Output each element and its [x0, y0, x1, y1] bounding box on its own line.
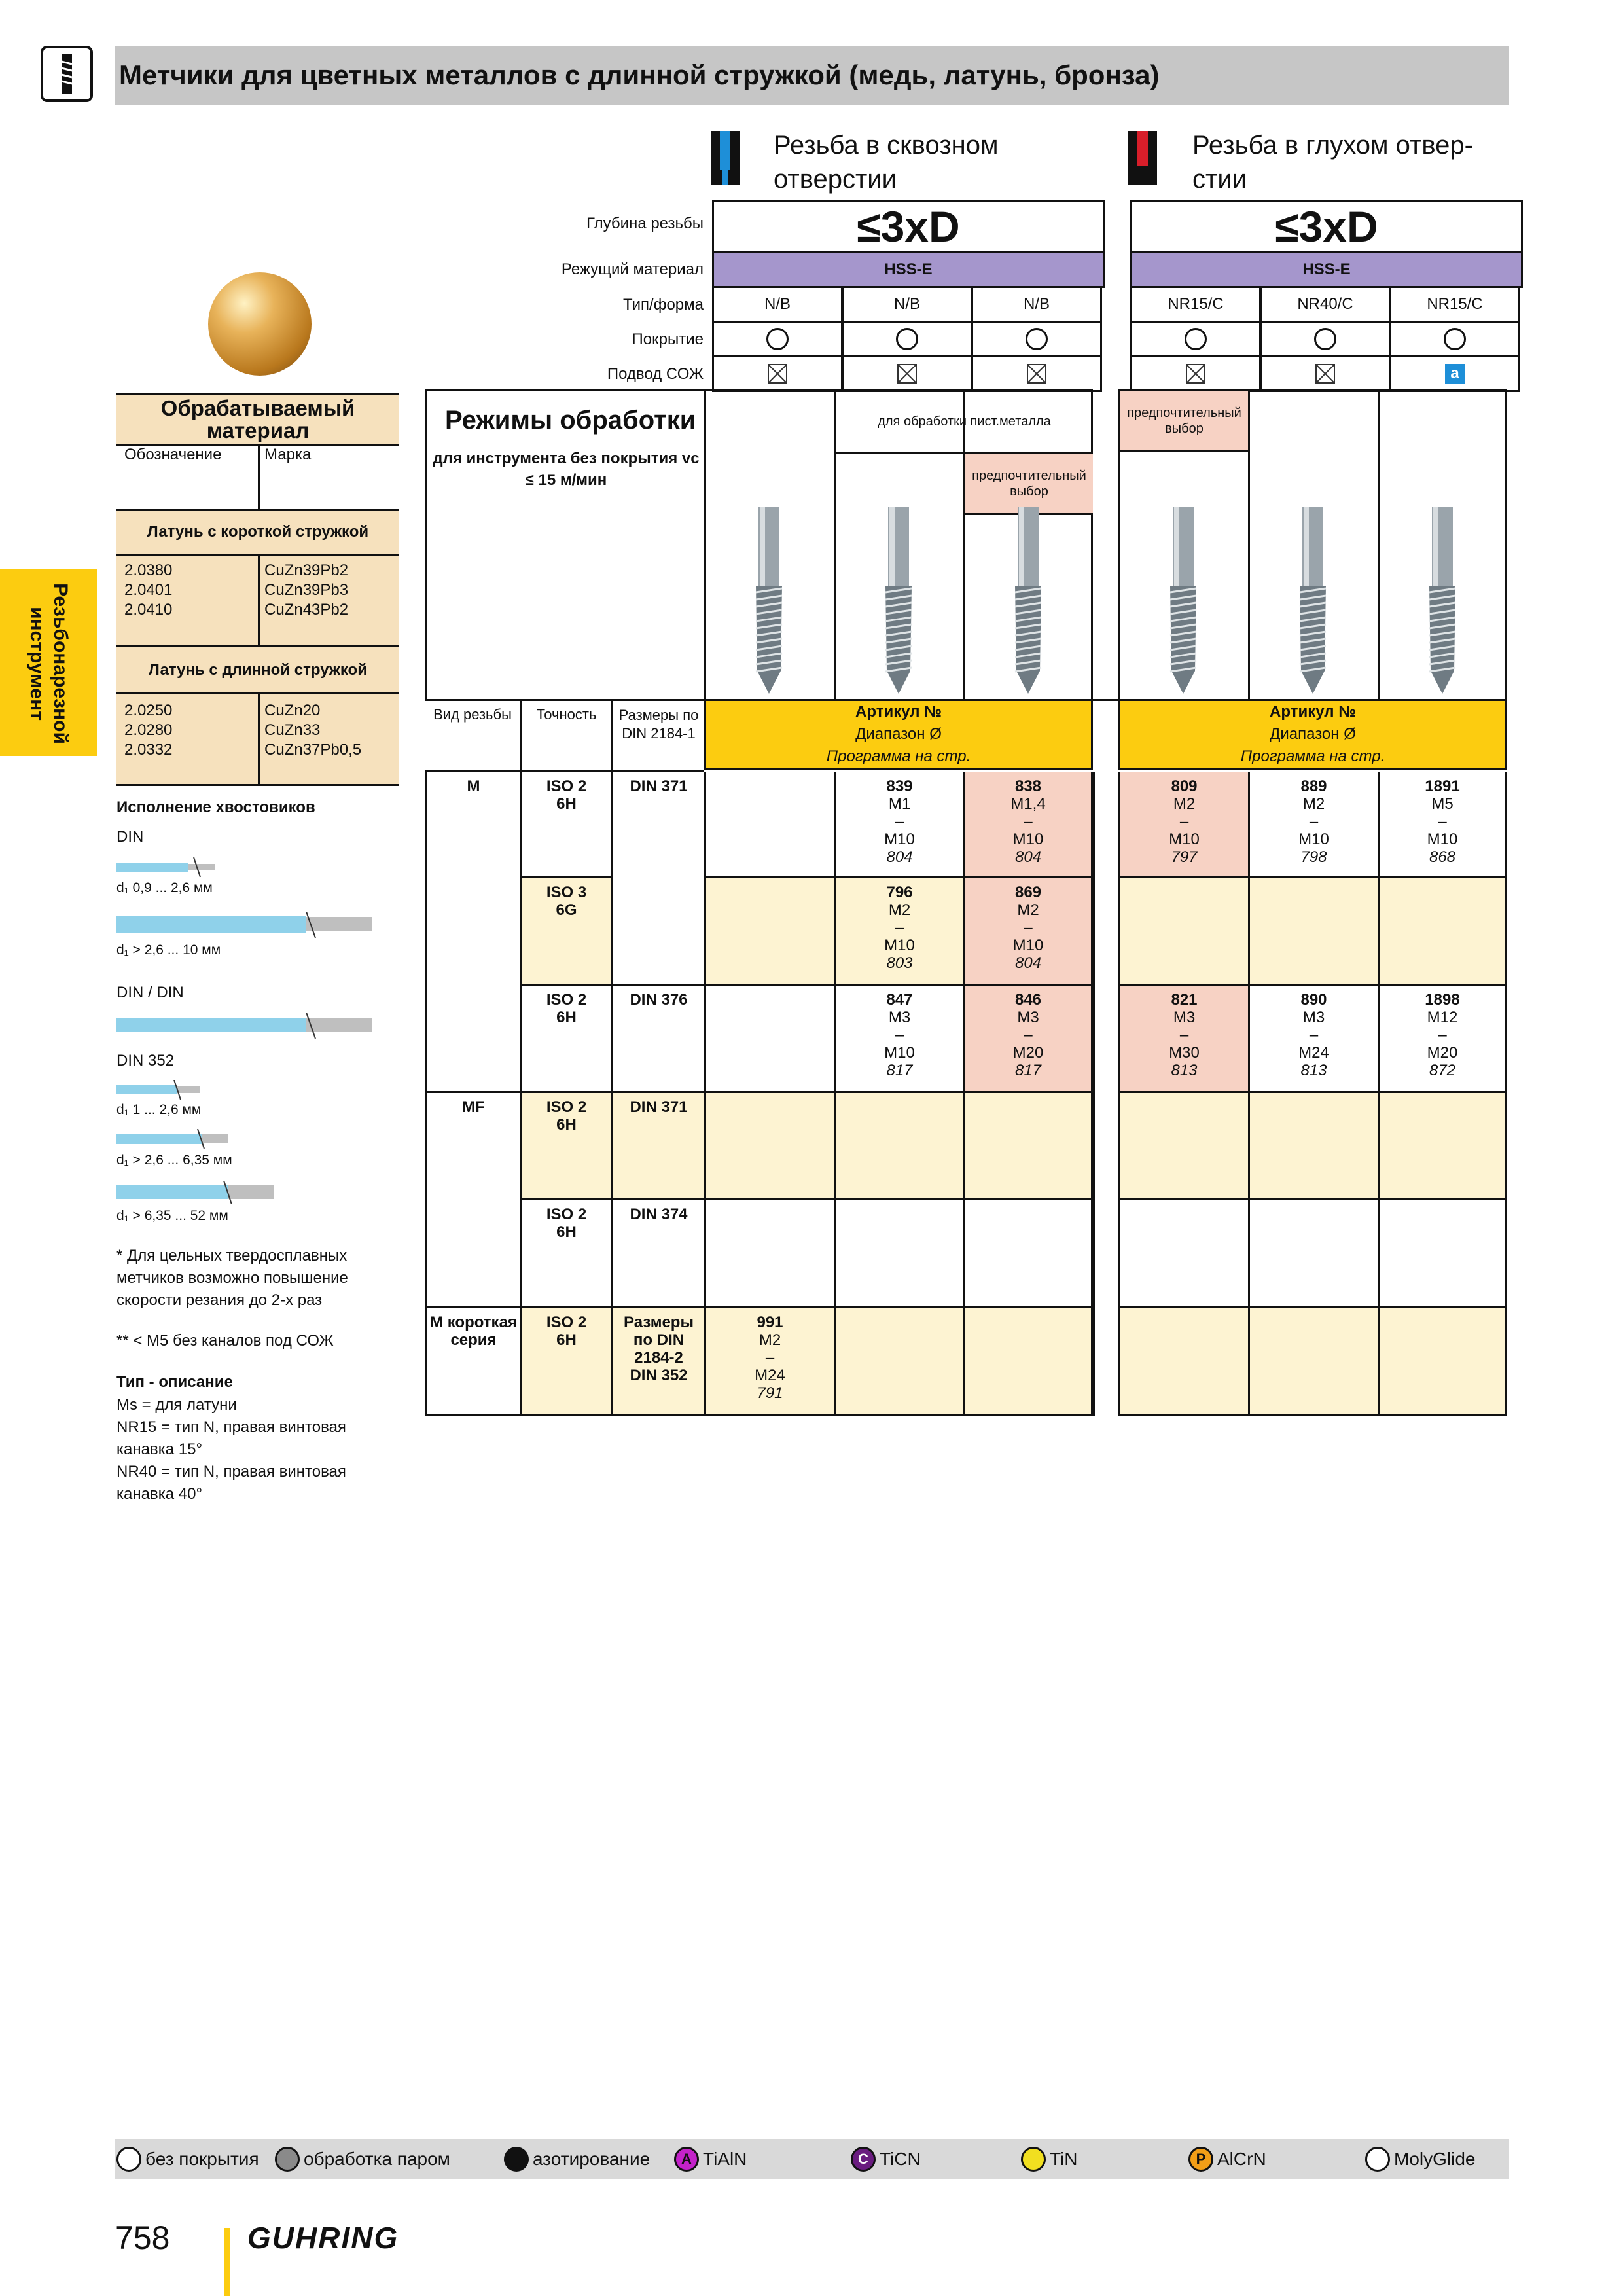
range-max: M10	[1298, 831, 1329, 848]
article-number: 889	[1300, 778, 1327, 795]
program-page: 872	[1429, 1062, 1456, 1079]
program-label: Программа на стр.	[1240, 747, 1385, 765]
shank-352-large-icon	[116, 1181, 300, 1204]
legend-ticn: C TiCN	[851, 2144, 921, 2175]
type-form-cell: NR15/C	[1389, 288, 1520, 323]
code: 2.0332	[124, 741, 173, 759]
range-dash: –	[765, 1349, 775, 1367]
preferred-choice-badge: предпочтительный выбор	[1120, 391, 1248, 452]
range-max: M10	[1169, 831, 1200, 848]
range-dash: –	[895, 919, 904, 937]
article-cell	[963, 772, 1093, 878]
uncoated-icon	[896, 328, 918, 350]
article-cell	[1378, 878, 1507, 986]
coolant-cell	[1130, 357, 1261, 392]
axial-coolant-icon: a	[1445, 364, 1465, 384]
range-max: M20	[1427, 1044, 1458, 1062]
coating-cell	[971, 323, 1102, 357]
program-page: 803	[886, 954, 913, 972]
label-material: Режущий материал	[561, 260, 704, 278]
brand-logo: GUHRING	[247, 2221, 399, 2255]
divider	[1505, 772, 1507, 1416]
article-number: 846	[1014, 991, 1042, 1009]
article-number: 1891	[1425, 778, 1460, 795]
range-dash: –	[1309, 1026, 1319, 1044]
article-label: Артикул №	[1270, 703, 1356, 721]
accuracy-cell: ISO 2 6H	[520, 1093, 611, 1200]
range-label: Диапазон Ø	[1270, 725, 1356, 743]
article-cell	[834, 986, 963, 1093]
range-dash: –	[895, 813, 904, 831]
article-cell	[963, 1308, 1093, 1416]
article-cell	[1118, 986, 1248, 1093]
code: 2.0410	[124, 601, 173, 619]
article-cell	[1378, 986, 1507, 1093]
grade: CuZn37Pb0,5	[264, 741, 362, 759]
shanks-heading: Исполнение хвостовиков	[116, 798, 315, 816]
side-tab	[0, 569, 97, 756]
article-cell	[1118, 772, 1248, 878]
group-long-chip: Латунь с длинной стружкой	[116, 647, 399, 694]
coolant-cell	[1389, 357, 1520, 392]
type-form-cell: N/B	[712, 288, 843, 323]
coating-cell	[1260, 323, 1391, 357]
depth-through: ≤3xD	[712, 200, 1105, 253]
range-max: M30	[1169, 1044, 1200, 1062]
range-max: M10	[884, 831, 915, 848]
range-min: M1,4	[1010, 795, 1046, 813]
ticn-icon: C	[851, 2147, 876, 2172]
sizes-cell	[611, 878, 704, 986]
program-page: 804	[1014, 954, 1042, 972]
blind-hole-icon	[1128, 131, 1157, 185]
uncoated-icon	[1026, 328, 1048, 350]
range-max: M10	[884, 937, 915, 954]
grade: CuZn39Pb3	[264, 581, 349, 599]
material-heading: Обрабатываемый материал	[116, 393, 399, 444]
article-cell	[1248, 1093, 1378, 1200]
shank-d1: d₁ 0,9 ... 2,6 мм	[116, 880, 213, 895]
range-max: M20	[1012, 1044, 1044, 1062]
article-header-through	[704, 701, 1093, 770]
legend-alcrn: P AlCrN	[1188, 2144, 1266, 2175]
tap-image	[1416, 507, 1469, 697]
article-cell	[1118, 1308, 1248, 1416]
section-through: Резьба в сквозном отверстии	[774, 131, 999, 194]
article-cell	[1118, 1200, 1248, 1308]
range-dash: –	[1179, 813, 1189, 831]
coolant-cell	[842, 357, 972, 392]
range-max: M10	[884, 1044, 915, 1062]
range-max: M24	[755, 1367, 785, 1384]
uncoated-icon	[766, 328, 789, 350]
article-cell	[1378, 1093, 1507, 1200]
article-number: 890	[1300, 991, 1327, 1009]
range-min: M2	[1173, 795, 1196, 813]
sizes-cell: Размеры по DIN 2184-2 DIN 352	[611, 1308, 704, 1416]
accuracy-cell: ISO 2 6H	[520, 772, 611, 878]
shank-din-small-icon	[116, 857, 260, 877]
article-cell	[1248, 878, 1378, 986]
range-dash: –	[1438, 1026, 1447, 1044]
article-number: 847	[886, 991, 913, 1009]
type-description-list: Ms = для латуни NR15 = тип N, правая винтовая канавка 15° NR40 = тип N, правая винтовая канавка 40°	[116, 1396, 346, 1503]
preferred-choice-badge: предпочтительный выбор	[965, 454, 1093, 515]
article-cell	[1248, 772, 1378, 878]
article-cell	[963, 1093, 1093, 1200]
article-cell	[704, 986, 834, 1093]
article-cell	[963, 1200, 1093, 1308]
shank-d3: d₁ 1 ... 2,6 мм	[116, 1102, 202, 1117]
range-dash: –	[1024, 813, 1033, 831]
thread-type-cell: M	[425, 772, 520, 1093]
divider	[611, 984, 704, 986]
material-blind: HSS-E	[1130, 253, 1523, 288]
thread-type-cell: M короткая серия	[425, 1308, 520, 1416]
group-short-chip-body	[116, 556, 399, 647]
type-form-cell: NR40/C	[1260, 288, 1391, 323]
legend-uncoated: без покрытия	[116, 2144, 259, 2175]
grade: CuZn20	[264, 702, 321, 719]
coolant-cell	[1260, 357, 1391, 392]
depth-blind: ≤3xD	[1130, 200, 1523, 253]
label-coolant: Подвод СОЖ	[607, 365, 704, 383]
tap-image	[1157, 507, 1209, 697]
uncoated-icon	[1444, 328, 1466, 350]
article-cell	[1378, 1308, 1507, 1416]
article-cell	[1118, 1093, 1248, 1200]
article-number: 869	[1014, 884, 1042, 901]
article-cell	[1248, 986, 1378, 1093]
article-cell	[1118, 878, 1248, 986]
tap-image	[1002, 507, 1054, 697]
accuracy-cell: ISO 3 6G	[520, 878, 611, 986]
article-cell	[704, 1093, 834, 1200]
range-max: M10	[1427, 831, 1458, 848]
section-blind: Резьба в глухом отвер-стии	[1192, 131, 1473, 194]
range-max: M10	[1012, 937, 1044, 954]
article-cell	[834, 1200, 963, 1308]
shank-din-large-icon	[116, 912, 378, 938]
no-coolant-icon	[1027, 364, 1046, 384]
article-number: 838	[1014, 778, 1042, 795]
article-cell	[963, 878, 1093, 986]
no-coolant-icon	[897, 364, 917, 384]
range-min: M2	[1302, 795, 1325, 813]
range-min: M1	[888, 795, 911, 813]
through-hole-icon	[711, 131, 740, 185]
no-coolant-icon	[768, 364, 787, 384]
footer-divider	[224, 2228, 230, 2296]
article-cell	[834, 1093, 963, 1200]
group-long-chip-body	[116, 694, 399, 786]
label-depth: Глубина резьбы	[586, 215, 704, 232]
tap-image	[1287, 507, 1339, 697]
type-form-cell: N/B	[842, 288, 972, 323]
alcrn-icon: P	[1188, 2147, 1213, 2172]
article-header-blind	[1118, 701, 1507, 770]
shank-dindin-icon	[116, 1013, 378, 1039]
article-cell	[704, 1200, 834, 1308]
legend-nitride: азотирование	[504, 2144, 650, 2175]
accuracy-cell: ISO 2 6H	[520, 1308, 611, 1416]
tap-icon	[41, 46, 93, 102]
group-short-chip: Латунь с короткой стружкой	[116, 509, 399, 556]
coolant-cell	[712, 357, 843, 392]
sizes-cell: DIN 371	[611, 772, 704, 878]
note-coolant: ** < M5 без каналов под СОЖ	[116, 1332, 334, 1350]
tap-image	[872, 507, 925, 697]
tap-image	[743, 507, 795, 697]
article-number: 821	[1171, 991, 1198, 1009]
article-cell	[963, 986, 1093, 1093]
note-carbide: * Для цельных твердосплавных метчиков возможно повышение скорости резания до 2-х раз	[116, 1247, 348, 1309]
range-dash: –	[895, 1026, 904, 1044]
material-col-grade: Марка	[264, 446, 312, 463]
article-number: 839	[886, 778, 913, 795]
header-accuracy: Точность	[520, 701, 611, 770]
page-title: Метчики для цветных металлов с длинной стружкой (медь, латунь, бронза)	[115, 46, 1509, 105]
range-dash: –	[1179, 1026, 1189, 1044]
program-page: 813	[1171, 1062, 1198, 1079]
no-coolant-icon	[1186, 364, 1205, 384]
range-min: M3	[1173, 1009, 1196, 1026]
page-number: 758	[115, 2219, 170, 2256]
code: 2.0401	[124, 581, 173, 599]
thread-type-cell: MF	[425, 1093, 520, 1308]
uncoated-icon	[1314, 328, 1336, 350]
uncoated-icon	[1185, 328, 1207, 350]
article-cell	[834, 772, 963, 878]
program-page: 813	[1300, 1062, 1327, 1079]
article-number: 796	[886, 884, 913, 901]
type-form-cell: N/B	[971, 288, 1102, 323]
range-min: M2	[758, 1331, 781, 1349]
steam-icon	[275, 2147, 300, 2172]
molyglide-icon	[1365, 2147, 1390, 2172]
article-cell	[834, 878, 963, 986]
modes-subtitle: для инструмента без покрытия vc ≤ 15 м/мин	[433, 450, 700, 489]
article-label: Артикул №	[855, 703, 942, 721]
article-cell	[1248, 1308, 1378, 1416]
divider	[1378, 389, 1380, 700]
nitride-icon	[504, 2147, 529, 2172]
material-through: HSS-E	[712, 253, 1105, 288]
type-description-heading: Тип - описание	[116, 1373, 233, 1391]
legend-steam: обработка паром	[275, 2144, 450, 2175]
range-min: M2	[888, 901, 911, 919]
accuracy-cell: ISO 2 6H	[520, 986, 611, 1093]
article-number: 1898	[1425, 991, 1460, 1009]
article-cell	[704, 772, 834, 878]
article-cell	[1378, 1200, 1507, 1308]
shank-d2: d₁ > 2,6 ... 10 мм	[116, 942, 221, 958]
shank-din: DIN	[116, 828, 144, 846]
type-form-cell: NR15/C	[1130, 288, 1261, 323]
code: 2.0250	[124, 702, 173, 719]
range-min: M3	[1302, 1009, 1325, 1026]
range-max: M10	[1012, 831, 1044, 848]
accuracy-cell: ISO 2 6H	[520, 1200, 611, 1308]
program-page: 791	[757, 1384, 783, 1402]
brass-sphere-image	[208, 272, 312, 376]
range-min: M2	[1017, 901, 1039, 919]
uncoated-icon	[116, 2147, 141, 2172]
article-number: 991	[757, 1314, 783, 1331]
header-thread-type: Вид резьбы	[433, 706, 512, 723]
range-dash: –	[1438, 813, 1447, 831]
label-coating: Покрытие	[632, 331, 704, 348]
modes-box	[425, 389, 712, 700]
program-page: 868	[1429, 848, 1456, 866]
modes-title: Режимы обработки	[445, 406, 696, 435]
program-page: 817	[1014, 1062, 1042, 1079]
article-cell	[834, 1308, 963, 1416]
material-col-code: Обозначение	[124, 446, 222, 463]
sizes-cell: DIN 376	[611, 986, 704, 1093]
program-page: 797	[1171, 848, 1198, 866]
article-cell	[704, 878, 834, 986]
range-dash: –	[1309, 813, 1319, 831]
side-tab-line2: инструмент	[26, 606, 48, 721]
article-cell	[1378, 772, 1507, 878]
tin-icon	[1021, 2147, 1046, 2172]
legend-tialn: A TiAlN	[674, 2144, 747, 2175]
side-tab-line1: Резьбонарезной	[50, 583, 71, 744]
range-min: M12	[1427, 1009, 1458, 1026]
shank-d4: d₁ > 2,6 ... 6,35 мм	[116, 1153, 232, 1168]
sizes-cell: DIN 371	[611, 1093, 704, 1200]
divider	[1248, 389, 1250, 700]
code: 2.0380	[124, 562, 173, 579]
range-dash: –	[1024, 919, 1033, 937]
range-label: Диапазон Ø	[855, 725, 942, 743]
legend-tin: TiN	[1021, 2144, 1078, 2175]
shank-352-small-icon	[116, 1080, 247, 1100]
coating-cell	[1130, 323, 1261, 357]
program-page: 804	[886, 848, 913, 866]
coolant-cell	[971, 357, 1102, 392]
coating-cell	[842, 323, 972, 357]
range-max: M24	[1298, 1044, 1329, 1062]
shank-352-mid-icon	[116, 1129, 260, 1149]
range-min: M5	[1431, 795, 1454, 813]
shank-din352: DIN 352	[116, 1052, 175, 1069]
no-coolant-icon	[1315, 364, 1335, 384]
article-number: 809	[1171, 778, 1198, 795]
legend-molyglide: MolyGlide	[1365, 2144, 1475, 2175]
coating-cell	[712, 323, 843, 357]
shank-d5: d₁ > 6,35 ... 52 мм	[116, 1208, 228, 1223]
program-page: 798	[1300, 848, 1327, 866]
coating-cell	[1389, 323, 1520, 357]
grade: CuZn39Pb2	[264, 562, 349, 579]
grade: CuZn33	[264, 721, 321, 739]
code: 2.0280	[124, 721, 173, 739]
shank-dindin: DIN / DIN	[116, 984, 184, 1001]
article-cell	[1248, 1200, 1378, 1308]
sizes-cell: DIN 374	[611, 1200, 704, 1308]
divider	[1093, 772, 1095, 1416]
sheet-metal-note: для обработки пист.металла	[878, 414, 1051, 429]
header-sizes: Размеры по DIN 2184-1	[611, 701, 704, 770]
program-page: 817	[886, 1062, 913, 1079]
program-label: Программа на стр.	[826, 747, 971, 765]
range-min: M3	[888, 1009, 911, 1026]
range-min: M3	[1017, 1009, 1039, 1026]
range-dash: –	[1024, 1026, 1033, 1044]
article-cell	[704, 1308, 834, 1416]
label-type: Тип/форма	[623, 296, 704, 314]
tialn-icon: A	[674, 2147, 699, 2172]
grade: CuZn43Pb2	[264, 601, 349, 619]
program-page: 804	[1014, 848, 1042, 866]
